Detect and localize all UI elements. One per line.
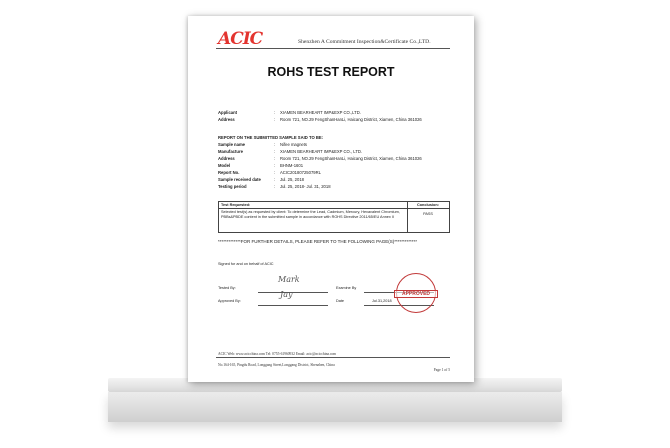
tested-signature-line	[258, 292, 328, 293]
examine-by-label: Examine By	[336, 286, 357, 290]
date-value: Jul.31,2018	[372, 299, 392, 303]
approved-signature-line	[258, 305, 328, 306]
conclusion-header: Conclusion:	[417, 203, 439, 207]
sample-row: Report No. : ACIC20180725079RL	[218, 170, 321, 175]
applicant-value: XIAMEN BEARHEART IMP&EXP CO.,LTD.	[280, 110, 361, 115]
tested-by-label: Tested By:	[218, 286, 236, 290]
report-title: ROHS TEST REPORT	[267, 65, 395, 79]
sample-row: Sample received date : Jul. 25, 2018	[218, 177, 304, 182]
table-header-divider	[219, 208, 449, 209]
sample-row: Testing period : Jul. 25, 2018- Jul. 31, 2018	[218, 184, 331, 189]
test-requested-header: Test Requested:	[221, 203, 251, 207]
page-number: Page 1 of 5	[433, 368, 450, 372]
approval-stamp-text: APPROVED	[394, 290, 438, 298]
footer-divider	[216, 357, 450, 358]
further-details-note: *************FOR FURTHER DETAILS, PLEASE REFER TO THE FOLLOWING PAGE(S)*************	[218, 239, 418, 244]
sample-row: Address : Room 721, NO.29 FengShanHanLi, Haicang District, Xiamen, China 361026	[218, 156, 422, 161]
test-requested-text: Selected test(s) as requested by client: To determine the Lead, Cadmium, Mercury, Hexavalent Chromium, PBBs&PBDE content in the submitted sample in accordance with ROHS Directive 2011/65/EU Annex II	[221, 210, 400, 219]
approved-by-label: Approved By:	[218, 299, 241, 303]
applicant-address-row: Address : Room 721, NO.29 FengShanHanLi, Haicang District, Xiamen, China 361026	[218, 117, 422, 122]
approved-signature: Jay	[280, 290, 293, 299]
footer-contact: ACIC Web: www.acicchina.com Tel: 0755-61960932 Email: acic@acicchina.com	[218, 352, 337, 356]
sample-section-heading: REPORT ON THE SUBMITTED SAMPLE SAID TO BE:	[218, 135, 324, 140]
company-name: Shenzhen A Commitment Inspection&Certificate Co.,LTD.	[298, 39, 431, 45]
shelf-front	[108, 392, 562, 422]
acic-logo: ACIC	[218, 29, 263, 49]
sample-row: Model : BHNM-1601	[218, 163, 304, 168]
table-column-divider	[407, 202, 408, 232]
applicant-label: Applicant	[218, 110, 238, 115]
applicant-row: Applicant : XIAMEN BEARHEART IMP&EXP CO.,LTD.	[218, 110, 361, 115]
sample-row: Sample name : Nifee magnets	[218, 142, 307, 147]
signed-for-text: Signed for and on behalf of ACIC	[218, 262, 274, 266]
report-document	[188, 16, 474, 382]
tested-signature: Mark	[278, 275, 300, 284]
footer-address: No.164-165, Pingdu Road, Longgang Street,Longgang District, Shenzhen, China	[218, 363, 335, 367]
conclusion-value: PASS	[423, 212, 433, 216]
test-request-table	[218, 201, 450, 233]
applicant-address-value: Room 721, NO.29 FengShanHanLi, Haicang District, Xiamen, China 361026	[280, 117, 422, 122]
sample-row: Manufacture : XIAMEN BEARHEART IMP&EXP CO., LTD.	[218, 149, 363, 154]
header-divider	[216, 48, 450, 49]
applicant-address-label: Address	[218, 117, 235, 122]
date-label: Date	[336, 299, 345, 303]
